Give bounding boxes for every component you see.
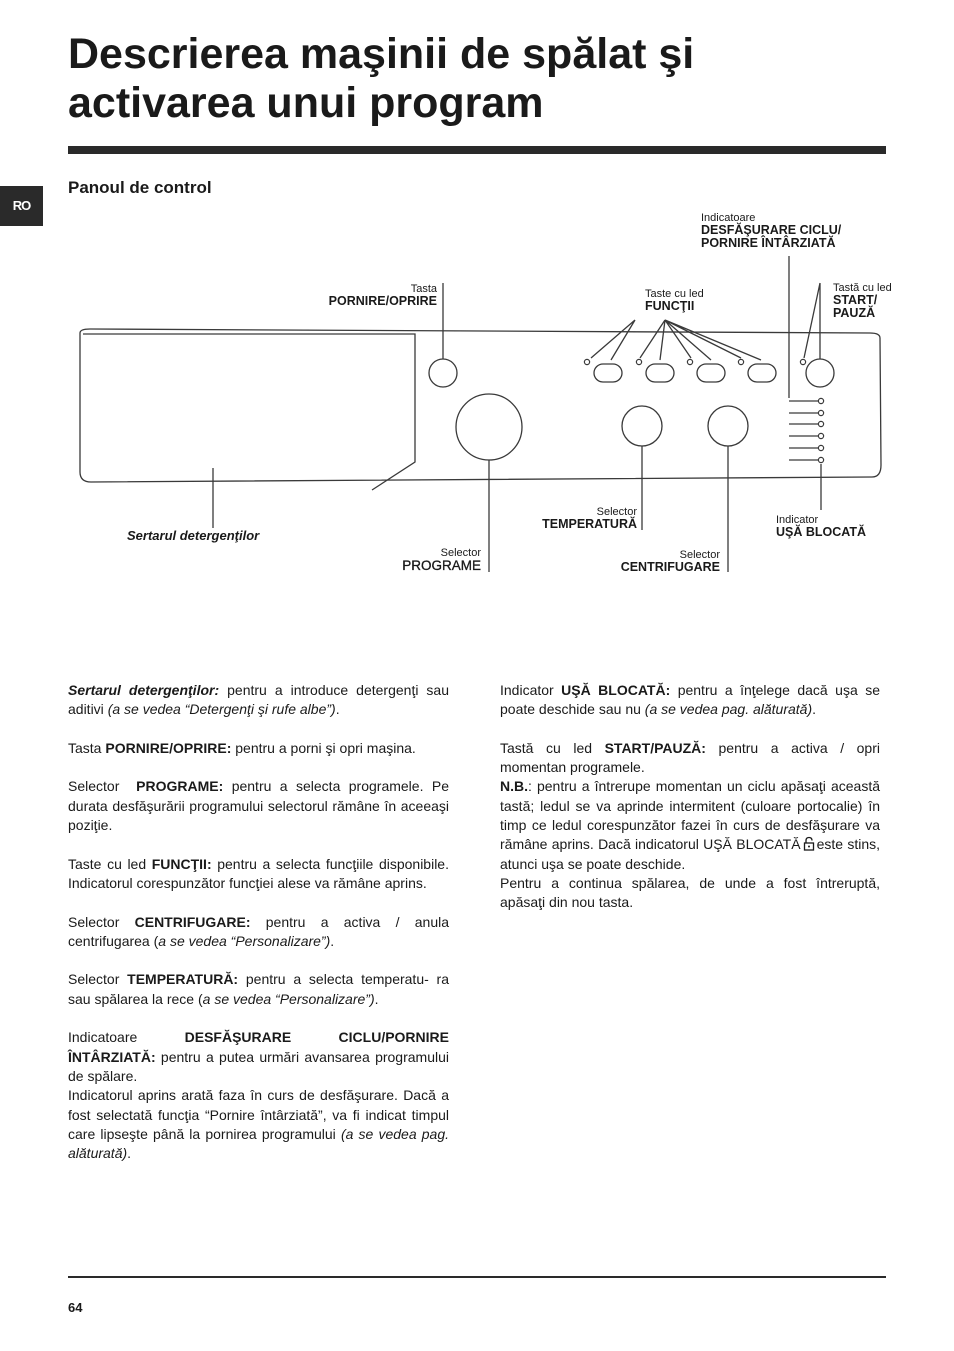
label-start-small: Tastă cu led (833, 282, 892, 294)
label-cycle-indicators (701, 212, 841, 250)
paragraph-cycle: Indicatoare DESFĂŞURARE CICLU/PORNIRE ÎNTÂRZIATĂ: pentru a putea urmări avansarea programului de spălare. Indicatorul aprins arată faza în curs de desfăşurare. Dacă a fost selectată funcţia “Pornire întârziată”, va fi indicat timpul care lipseşte până la pornirea programului (a se vedea pag. alăturată). (68, 1029, 450, 1162)
label-temperature-bold: TEMPERATURĂ (542, 517, 637, 531)
paragraph-programs: Selector PROGRAME: pentru a selecta programele. Pe durata desfăşurării programului selectorul rămâne în aceeaşi poziţie. (68, 778, 449, 834)
temperature-selector-knob (622, 406, 662, 446)
program-selector-knob (456, 394, 522, 460)
section-title: Panoul de control (68, 178, 212, 197)
bottom-rule (68, 1276, 886, 1278)
label-start (833, 282, 892, 320)
spin-selector-knob (708, 406, 748, 446)
function-led-3 (687, 359, 692, 364)
phase-led-2 (818, 410, 823, 415)
function-button-1 (594, 364, 622, 382)
paragraph-drawer: Sertarul detergenţilor: pentru a introduce detergenţi sau aditivi (a se vedea “Detergenţi şi rufe albe”). (68, 682, 449, 718)
start-pause-button (806, 359, 834, 387)
paragraph-door: Indicator UŞĂ BLOCATĂ: pentru a înţelege dacă uşa se poate deschide sau nu (a se vedea pag. alăturată). (500, 682, 880, 718)
label-programs-small: Selector (440, 547, 481, 559)
label-cycle-small: Indicatoare (701, 212, 756, 224)
phase-led-1 (818, 398, 823, 403)
paragraph-spin: Selector CENTRIFUGARE: pentru a activa / anula centrifugarea (a se vedea “Personalizare”). (68, 913, 449, 949)
right-column (500, 681, 880, 913)
page-number: 64 (68, 1300, 83, 1315)
label-power-bold: PORNIRE/OPRIRE (328, 294, 437, 308)
phase-led-4 (818, 433, 823, 438)
label-spin (621, 549, 720, 574)
label-cycle-bold-1: DESFĂŞURARE CICLU/ (701, 223, 842, 237)
detergent-drawer (83, 334, 415, 490)
label-functions-bold: FUNCŢII (645, 299, 695, 313)
label-spin-small: Selector (679, 549, 720, 561)
label-door (776, 514, 866, 539)
power-button (429, 359, 457, 387)
label-programs-bold: PROGRAME (402, 558, 481, 573)
phase-led-5 (818, 445, 823, 450)
page-title: Descrierea maşinii de spălat şi activarea unui program (68, 30, 695, 127)
language-tab: RO (0, 186, 43, 226)
function-led-1 (584, 359, 589, 364)
label-cycle-bold-2: PORNIRE ÎNTÂRZIATĂ (701, 236, 836, 250)
function-led-2 (636, 359, 641, 364)
title-rule (68, 146, 886, 154)
label-drawer: Sertarul detergenţilor (127, 528, 260, 543)
left-column (68, 681, 449, 1163)
label-start-bold-1: START/ (833, 293, 878, 307)
door-lock-led (818, 457, 823, 462)
function-led-4 (738, 359, 743, 364)
phase-led-3 (818, 421, 823, 426)
label-start-bold-2: PAUZĂ (833, 306, 876, 320)
label-spin-bold: CENTRIFUGARE (620, 560, 720, 574)
label-door-bold: UŞĂ BLOCATĂ (776, 525, 867, 539)
label-functions-small: Taste cu led (645, 288, 704, 300)
label-door-small: Indicator (776, 514, 819, 526)
function-button-4 (748, 364, 776, 382)
label-temperature-small: Selector (596, 506, 637, 518)
function-button-2 (646, 364, 674, 382)
label-programs (402, 547, 481, 572)
label-temperature (542, 506, 637, 531)
function-button-3 (697, 364, 725, 382)
paragraph-start: Tastă cu led START/PAUZĂ: pentru a activa / opri momentan programele. N.B.: pentru a întrerupe momentan un ciclu apăsaţi această tastă; ledul se va aprinde intermitent (culoare portocalie) în timp ce ledul corespunzător fazei în curs de desfăşurare va rămâne aprins. Dacă indicatorul UŞĂ BLOCATĂ este stins, atunci uşa se poate deschide. Pentru a continua spălarea, de unde a fost întreruptă, apăsaţi din nou tasta. (500, 739, 880, 911)
label-power-small: Tasta (410, 283, 437, 295)
start-led (800, 359, 805, 364)
label-power (329, 283, 437, 308)
paragraph-power: Tasta PORNIRE/OPRIRE: pentru a porni şi opri maşina. (68, 739, 416, 756)
paragraph-functions: Taste cu led FUNCŢII: pentru a selecta funcţiile disponibile. Indicatorul corespunzător funcţiei alese va rămâne aprins. (68, 855, 449, 891)
padlock-icon (803, 836, 815, 851)
paragraph-temperature: Selector TEMPERATURĂ: pentru a selecta temperatu- ra sau spălarea la rece (a se vedea “Personalizare”). (68, 971, 449, 1007)
label-functions (645, 288, 704, 313)
